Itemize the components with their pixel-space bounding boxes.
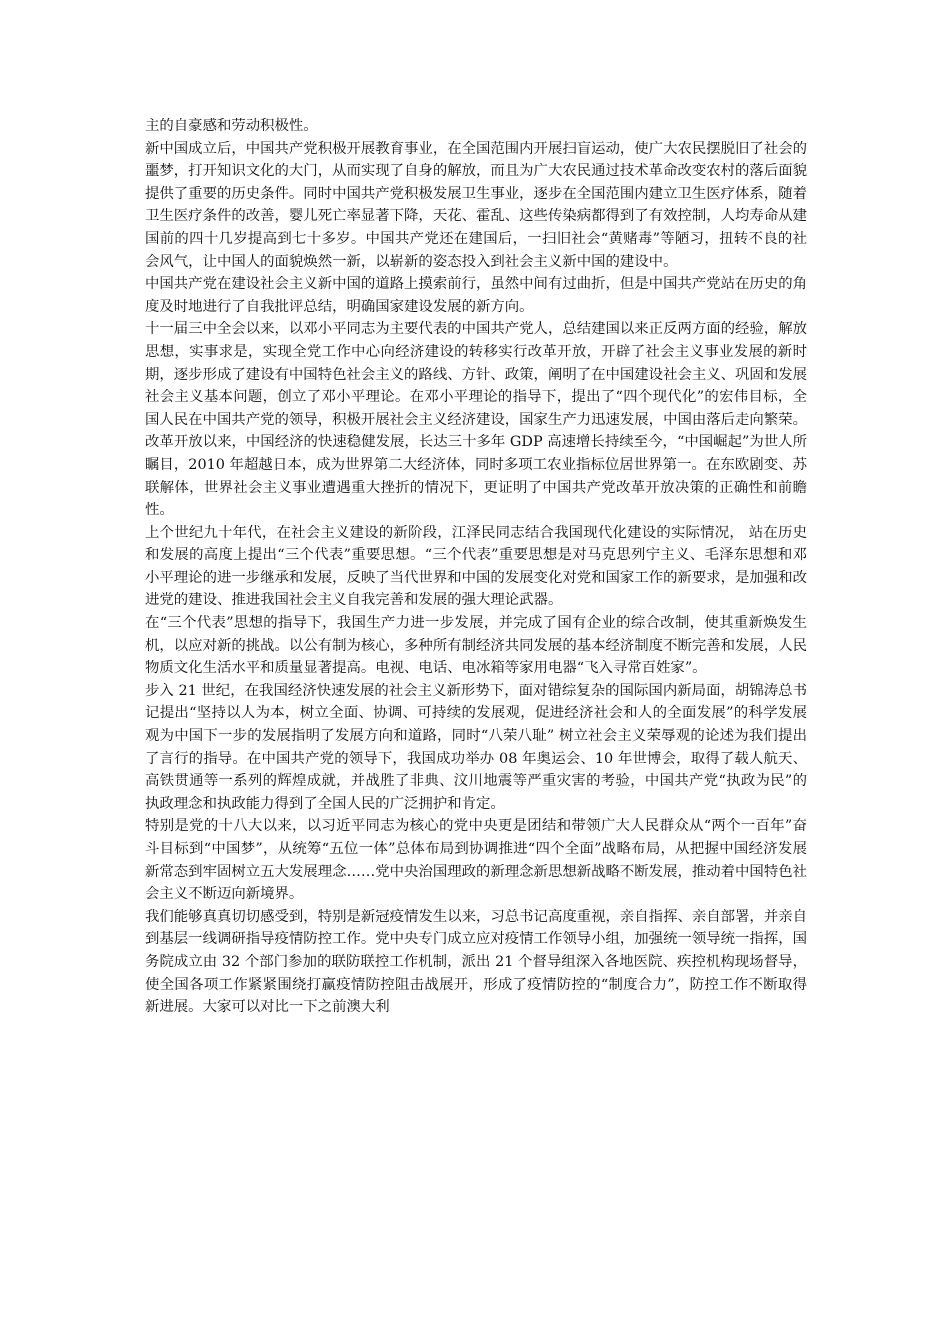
paragraph-8: 步入 21 世纪，在我国经济快速发展的社会主义新形势下，面对错综复杂的国际国内新局面，胡锦涛总书记提出“坚持以人为本，树立全面、协调、可持续的发展观，促进经济社会和人的全面发展”的科学发展观为中国下一步的发展指明了发展方向和道路，同时“八荣八耻” 树立社会主义荣辱观的论述为我们提出了言行的指导。在中国共产党的领导下，我国成功举办 08 年奥运会、10 年世博会，取得了载人航天、高铁贯通等一系列的辉煌成就，并战胜了非典、汶川地震等严重灾害的考验，中国共产党“执政为民”的执政理念和执政能力得到了全国人民的广泛拥护和肯定。 [145,682,807,812]
paragraph-6: 上个世纪九十年代，在社会主义建设的新阶段，江泽民同志结合我国现代化建设的实际情况， 站在历史和发展的高度上提出“三个代表”重要思想。“三个代表”重要思想是对马克思列宁主义、毛泽东思想和邓小平理论的进一步继承和发展，反映了当代世界和中国的发展变化对党和国家工作的新要求，是加强和改进党的建设、推进我国社会主义自我完善和发展的强大理论武器。 [145,524,807,609]
paragraph-5: 改革开放以来，中国经济的快速稳健发展，长达三十多年 GDP 高速增长持续至今，“中国崛起”为世人所瞩目，2010 年超越日本，成为世界第二大经济体，同时多项工农业指标位居世界第一。在东欧剧变、苏联解体，世界社会主义事业遭遇重大挫折的情况下，更证明了中国共产党改革开放决策的正确性和前瞻性。 [145,434,807,519]
paragraph-9: 特别是党的十八大以来，以习近平同志为核心的党中央更是团结和带领广大人民群众从“两个一百年”奋斗目标到“中国梦”，从统筹“五位一体”总体布局到协调推进“四个全面”战略布局，从把握中国经济发展新常态到牢固树立五大发展理念……党中央治国理政的新理念新思想新战略不断发展，推动着中国特色社会主义不断迈向新境界。 [145,818,807,903]
paragraph-3: 中国共产党在建设社会主义新中国的道路上摸索前行，虽然中间有过曲折，但是中国共产党站在历史的角度及时地进行了自我批评总结，明确国家建设发展的新方向。 [145,276,807,315]
paragraph-2: 新中国成立后，中国共产党积极开展教育事业，在全国范围内开展扫盲运动，使广大农民摆脱旧了社会的噩梦，打开知识文化的大门，从而实现了自身的解放，而且为广大农民通过技术革命改变农村的落后面貌提供了重要的历史条件。同时中国共产党积极发展卫生事业，逐步在全国范围内建立卫生医疗体系，随着卫生医疗条件的改善，婴儿死亡率显著下降，天花、霍乱、这些传染病都得到了有效控制，人均寿命从建国前的四十几岁提高到七十多岁。中国共产党还在建国后，一扫旧社会“黄赌毒”等陋习，扭转不良的社会风气，让中国人的面貌焕然一新，以崭新的姿态投入到社会主义新中国的建设中。 [145,140,807,270]
paragraph-10: 我们能够真真切切感受到，特别是新冠疫情发生以来，习总书记高度重视，亲自指挥、亲自部署，并亲自到基层一线调研指导疫情防控工作。党中央专门成立应对疫情工作领导小组，加强统一领导统一指挥，国务院成立由 32 个部门参加的联防联控工作机制，派出 21 个督导组深入各地医院、疾控机构现场督导，使全国各项工作紧紧围绕打赢疫情防控阻击战展开，形成了疫情防控的“制度合力”，防控工作不断取得新进展。大家可以对比一下之前澳大利 [145,908,807,1016]
paragraph-4: 十一届三中全会以来，以邓小平同志为主要代表的中国共产党人，总结建国以来正反两方面的经验，解放思想，实事求是，实现全党工作中心向经济建设的转移实行改革开放，开辟了社会主义事业发展的新时期，逐步形成了建设有中国特色社会主义的路线、方针、政策，阐明了在中国建设社会主义、巩固和发展社会主义基本问题，创立了邓小平理论。在邓小平理论的指导下，提出了“四个现代化”的宏伟目标，全国人民在中国共产党的领导，积极开展社会主义经济建设，国家生产力迅速发展，中国由落后走向繁荣。 [145,321,807,428]
document-body [145,115,807,1019]
paragraph-1: 主的自豪感和劳动积极性。 [145,118,318,134]
paragraph-7: 在“三个代表”思想的指导下，我国生产力进一步发展，并完成了国有企业的综合改制，使其重新焕发生机，以应对新的挑战。以公有制为核心，多种所有制经济共同发展的基本经济制度不断完善和发展，人民物质文化生活水平和质量显著提高。电视、电话、电冰箱等家用电器“飞入寻常百姓家”。 [145,615,807,677]
